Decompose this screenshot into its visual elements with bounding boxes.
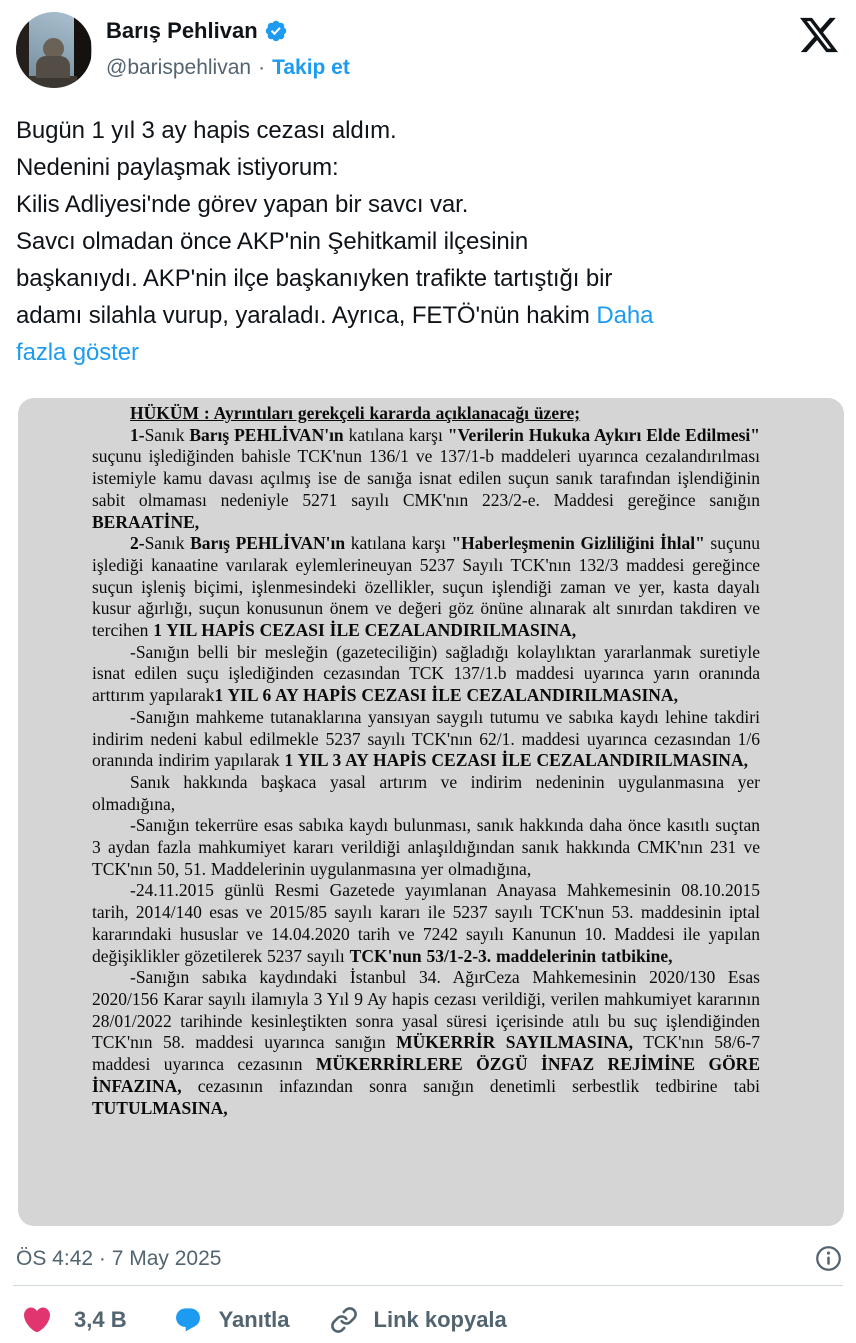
heart-icon <box>20 1304 54 1335</box>
reply-button[interactable] <box>174 1306 290 1334</box>
copy-link-button[interactable] <box>330 1306 507 1334</box>
x-logo-icon[interactable] <box>800 16 838 54</box>
document-image[interactable] <box>18 398 844 1226</box>
reply-label: Yanıtla <box>218 1306 290 1332</box>
like-button[interactable] <box>20 1304 127 1335</box>
avatar-person-body <box>36 56 70 78</box>
meta-row <box>16 1244 842 1274</box>
verified-badge-icon <box>264 19 288 43</box>
reply-bubble-icon <box>174 1306 202 1334</box>
follow-button[interactable]: Takip et <box>272 56 350 79</box>
like-count: 3,4 B <box>74 1306 127 1332</box>
action-bar <box>20 1296 840 1343</box>
info-icon[interactable] <box>815 1245 842 1272</box>
avatar[interactable] <box>16 12 92 88</box>
tweet-text: Bugün 1 yıl 3 ay hapis cezası aldım. Nedenini paylaşmak istiyorum: Kilis Adliyesi'nde görev yapan bir savcı var. Savcı olmadan önce AKP'nin Şehitkamil ilçesinin başkanıydı. AKP'nin ilçe başkanıyken trafikte tartıştığı bir adamı silahla vurup, yaraladı. Ayrıca, FETÖ'nün hakim Daha fazla göster <box>16 117 654 366</box>
handle[interactable]: @barispehlivan <box>106 56 252 79</box>
document-text: HÜKÜM : Ayrıntıları gerekçeli kararda açıklanacağı üzere; 1-Sanık Barış PEHLİVAN'ın katılana karşı "Verilerin Hukuka Aykırı Elde Edilmesi" suçunu işlediğinden bahisle TCK'nun 136/1 ve 137/1-b maddeleri uyarınca cezalandırılması istemiyle kamu davası açılmış ise de sanığa isnat edilen suçun sanık tarafından işlendiğinin sabit olmaması nedeniyle 5271 sayılı CMK'nın 223/2-e. Maddesi gereğince sanığın BERAATİNE, 2-Sanık Barış PEHLİVAN'ın katılana karşı "Haberleşmenin Gizliliğini İhlal" suçunu işlediği kanaatine varılarak eylemlerineuyan 5237 Sayılı TCK'nın 132/3 maddesi gereğince suçun işleniş biçimi, işlenmesindeki özellikler, suçun işlendiği zaman ve yer, kasta dayalı kusur ağırlığı, suçun konusunun önem ve değeri göz önüne alınarak alt sınırdan takdiren ve tercihen 1 YIL HAPİS CEZASI İLE CEZALANDIRILMASINA, -Sanığın belli bir mesleğin (gazeteciliğin) sağladığı kolaylıktan yararlanmak suretiyle isnat edilen suçu işlediğinden cezasından TCK 137/1.b maddesi uyarınca yarın oranında arttırım yapılarak1 YIL 6 AY HAPİS CEZASI İLE CEZALANDIRILMASINA, -Sanığın mahkeme tutanaklarına yansıyan saygılı tutumu ve sabıka kaydı lehine takdiri indirim nedeni kabul edilmekle 5237 sayılı TCK'nın 62/1. maddesi uyarınca cezasından 1/6 oranında indirim yapılarak 1 YIL 3 AY HAPİS CEZASI İLE CEZALANDIRILMASINA, Sanık hakkında başkaca yasal artırım ve indirim nedeninin uygulanmasına yer olmadığına, -Sanığın tekerrüre esas sabıka kaydı bulunması, sanık hakkında daha önce kasıtlı suçtan 3 aydan fazla mahkumiyet kararı verildiği anlaşıldığından sanık hakkında CMK'nın 231 ve TCK'nın 50, 51. Maddelerinin uygulanmasına yer olmadığına, -24.11.2015 günlü Resmi Gazetede yayımlanan Anayasa Mahkemesinin 08.10.2015 tarih, 2014/140 esas ve 2015/85 sayılı kararı ile 5237 sayılı TCK'nun 53. maddesinin iptal kararındaki hususlar ve 14.04.2020 tarih ve 7242 sayılı Kanunun 10. Maddesi ile yapılan değişiklikler gözetilerek 5237 sayılı TCK'nun 53/1-2-3. maddelerinin tatbikine, -Sanığın sabıka kaydındaki İstanbul 34. AğırCeza Mahkemesinin 2020/130 Esas 2020/156 Karar sayılı ilamıyla 3 Yıl 9 Ay hapis cezası verildiği, verilen mahkumiyet kararının 28/01/2022 tarihinde kesinleştikten sonra yasal süresi içerisinde atılı bu suç işlendiğinden TCK'nın 58. maddesi uyarınca sanığın MÜKERRİR SAYILMASINA, TCK'nın 58/6-7 maddesi uyarınca cezasının MÜKERRİRLERE ÖZGÜ İNFAZ REJİMİNE GÖRE İNFAZINA, cezasının infazından sonra sanığın denetimli serbestlik tedbirine tabi TUTULMASINA, <box>92 403 761 1118</box>
avatar-window-frame-left <box>16 12 29 88</box>
show-more-link[interactable]: Daha <box>596 302 654 329</box>
divider <box>13 1285 843 1286</box>
show-more-link[interactable]: fazla göster <box>16 339 139 366</box>
display-name[interactable]: Barış Pehlivan <box>106 18 258 43</box>
tweet-header <box>16 12 840 100</box>
timestamp[interactable]: ÖS 4:42 · 7 May 2025 <box>16 1247 222 1270</box>
copy-link-label: Link kopyala <box>373 1306 507 1332</box>
handle-separator: · <box>258 56 266 79</box>
link-icon <box>330 1306 358 1334</box>
